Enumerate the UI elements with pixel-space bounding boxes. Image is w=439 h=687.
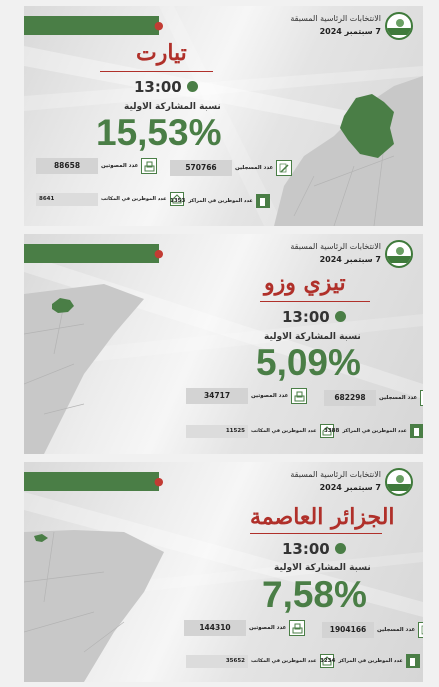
time-value: 13:00 (282, 540, 330, 558)
participation-label: نسبة المشاركة الاولية (264, 332, 361, 342)
building-icon (410, 424, 423, 438)
staff-offices-stat (186, 654, 334, 668)
ballot-box-icon (289, 620, 305, 636)
title-underline (100, 71, 213, 72)
red-marker-icon: ● (154, 475, 164, 488)
ane-logo-icon (385, 12, 413, 40)
time-value: 13:00 (134, 78, 182, 96)
ballot-box-icon (141, 158, 157, 174)
staff-offices-plate (36, 193, 98, 206)
staff-centers-value: 3388 (324, 428, 340, 434)
header (290, 242, 381, 264)
header (290, 14, 381, 36)
staff-centers-value: 1353 (170, 198, 186, 204)
voters-label: عدد المصوتين (249, 625, 287, 631)
election-title: الانتخابات الرئاسية المسبقة (290, 14, 381, 23)
voters-label: عدد المصوتين (101, 163, 139, 169)
time-display (282, 308, 346, 326)
election-date: 7 سبتمبر 2024 (319, 27, 381, 36)
registered-label: عدد المسجلين (377, 627, 416, 633)
pen-paper-icon (420, 390, 423, 406)
staff-offices-value: 35652 (225, 658, 245, 664)
staff-centers-label: عدد الموظرين في المراكز (338, 658, 403, 664)
registered-stat (170, 160, 292, 176)
building-icon (406, 654, 420, 668)
staff-offices-label: عدد الموظرين في المكاتب (251, 428, 317, 434)
registered-label: عدد المسجلين (235, 165, 274, 171)
result-card-algiers (24, 462, 423, 682)
time-display (134, 78, 198, 96)
top-bar (24, 244, 159, 263)
voters-value: 88658 (36, 158, 98, 174)
voters-value: 34717 (186, 388, 248, 404)
top-bar (24, 16, 159, 35)
registered-stat (322, 622, 423, 638)
staff-offices-value: 8641 (39, 196, 55, 202)
red-marker-icon: ● (154, 247, 164, 260)
top-bar (24, 472, 159, 491)
election-title: الانتخابات الرئاسية المسبقة (290, 242, 381, 251)
voters-stat (184, 620, 305, 636)
wilaya-title: الجزائر العاصمة (250, 504, 395, 530)
staff-centers-stat (324, 424, 423, 438)
pen-paper-icon (418, 622, 423, 638)
staff-centers-label: عدد الموظرين في المراكز (188, 198, 253, 204)
registered-stat (324, 390, 423, 406)
participation-percent: 5,09% (256, 342, 361, 383)
title-underline (260, 301, 370, 302)
staff-offices-plate (186, 425, 248, 438)
title-underline (250, 533, 382, 534)
staff-offices-label: عدد الموظرين في المكاتب (251, 658, 317, 664)
registered-value: 1904166 (322, 622, 374, 638)
time-value: 13:00 (282, 308, 330, 326)
red-marker-icon: ● (154, 19, 164, 32)
clock-icon (335, 311, 346, 322)
voters-label: عدد المصوتين (251, 393, 289, 399)
ballot-box-icon (291, 388, 307, 404)
clock-icon (187, 81, 198, 92)
staff-offices-value: 11525 (225, 428, 245, 434)
voters-stat (186, 388, 307, 404)
registered-label: عدد المسجلين (379, 395, 418, 401)
staff-offices-stat (186, 424, 334, 438)
algeria-map (274, 66, 423, 226)
pen-paper-icon (276, 160, 292, 176)
wilaya-title: تيزي وزو (264, 270, 346, 296)
staff-offices-label: عدد الموظرين في المكاتب (101, 196, 167, 202)
time-display (282, 540, 346, 558)
staff-centers-label: عدد الموظرين في المراكز (342, 428, 407, 434)
registered-value: 682298 (324, 390, 376, 406)
voters-value: 144310 (184, 620, 246, 636)
registered-value: 570766 (170, 160, 232, 176)
participation-label: نسبة المشاركة الاولية (274, 563, 371, 573)
voters-stat (36, 158, 157, 174)
wilaya-title: تيارت (136, 40, 187, 66)
staff-offices-plate (186, 655, 248, 668)
staff-offices-stat (36, 192, 184, 206)
building-icon (256, 194, 270, 208)
clock-icon (335, 543, 346, 554)
header (290, 470, 381, 492)
participation-percent: 15,53% (96, 112, 222, 153)
staff-centers-stat (170, 194, 270, 208)
ane-logo-icon (385, 240, 413, 268)
election-date: 7 سبتمبر 2024 (319, 483, 381, 492)
participation-percent: 7,58% (262, 574, 367, 615)
staff-centers-stat (320, 654, 420, 668)
ane-logo-icon (385, 468, 413, 496)
result-card-tiaret (24, 6, 423, 226)
staff-centers-value: 3234 (320, 658, 336, 664)
election-date: 7 سبتمبر 2024 (319, 255, 381, 264)
election-title: الانتخابات الرئاسية المسبقة (290, 470, 381, 479)
result-card-tizi-ouzou (24, 234, 423, 454)
participation-label: نسبة المشاركة الاولية (124, 102, 221, 112)
